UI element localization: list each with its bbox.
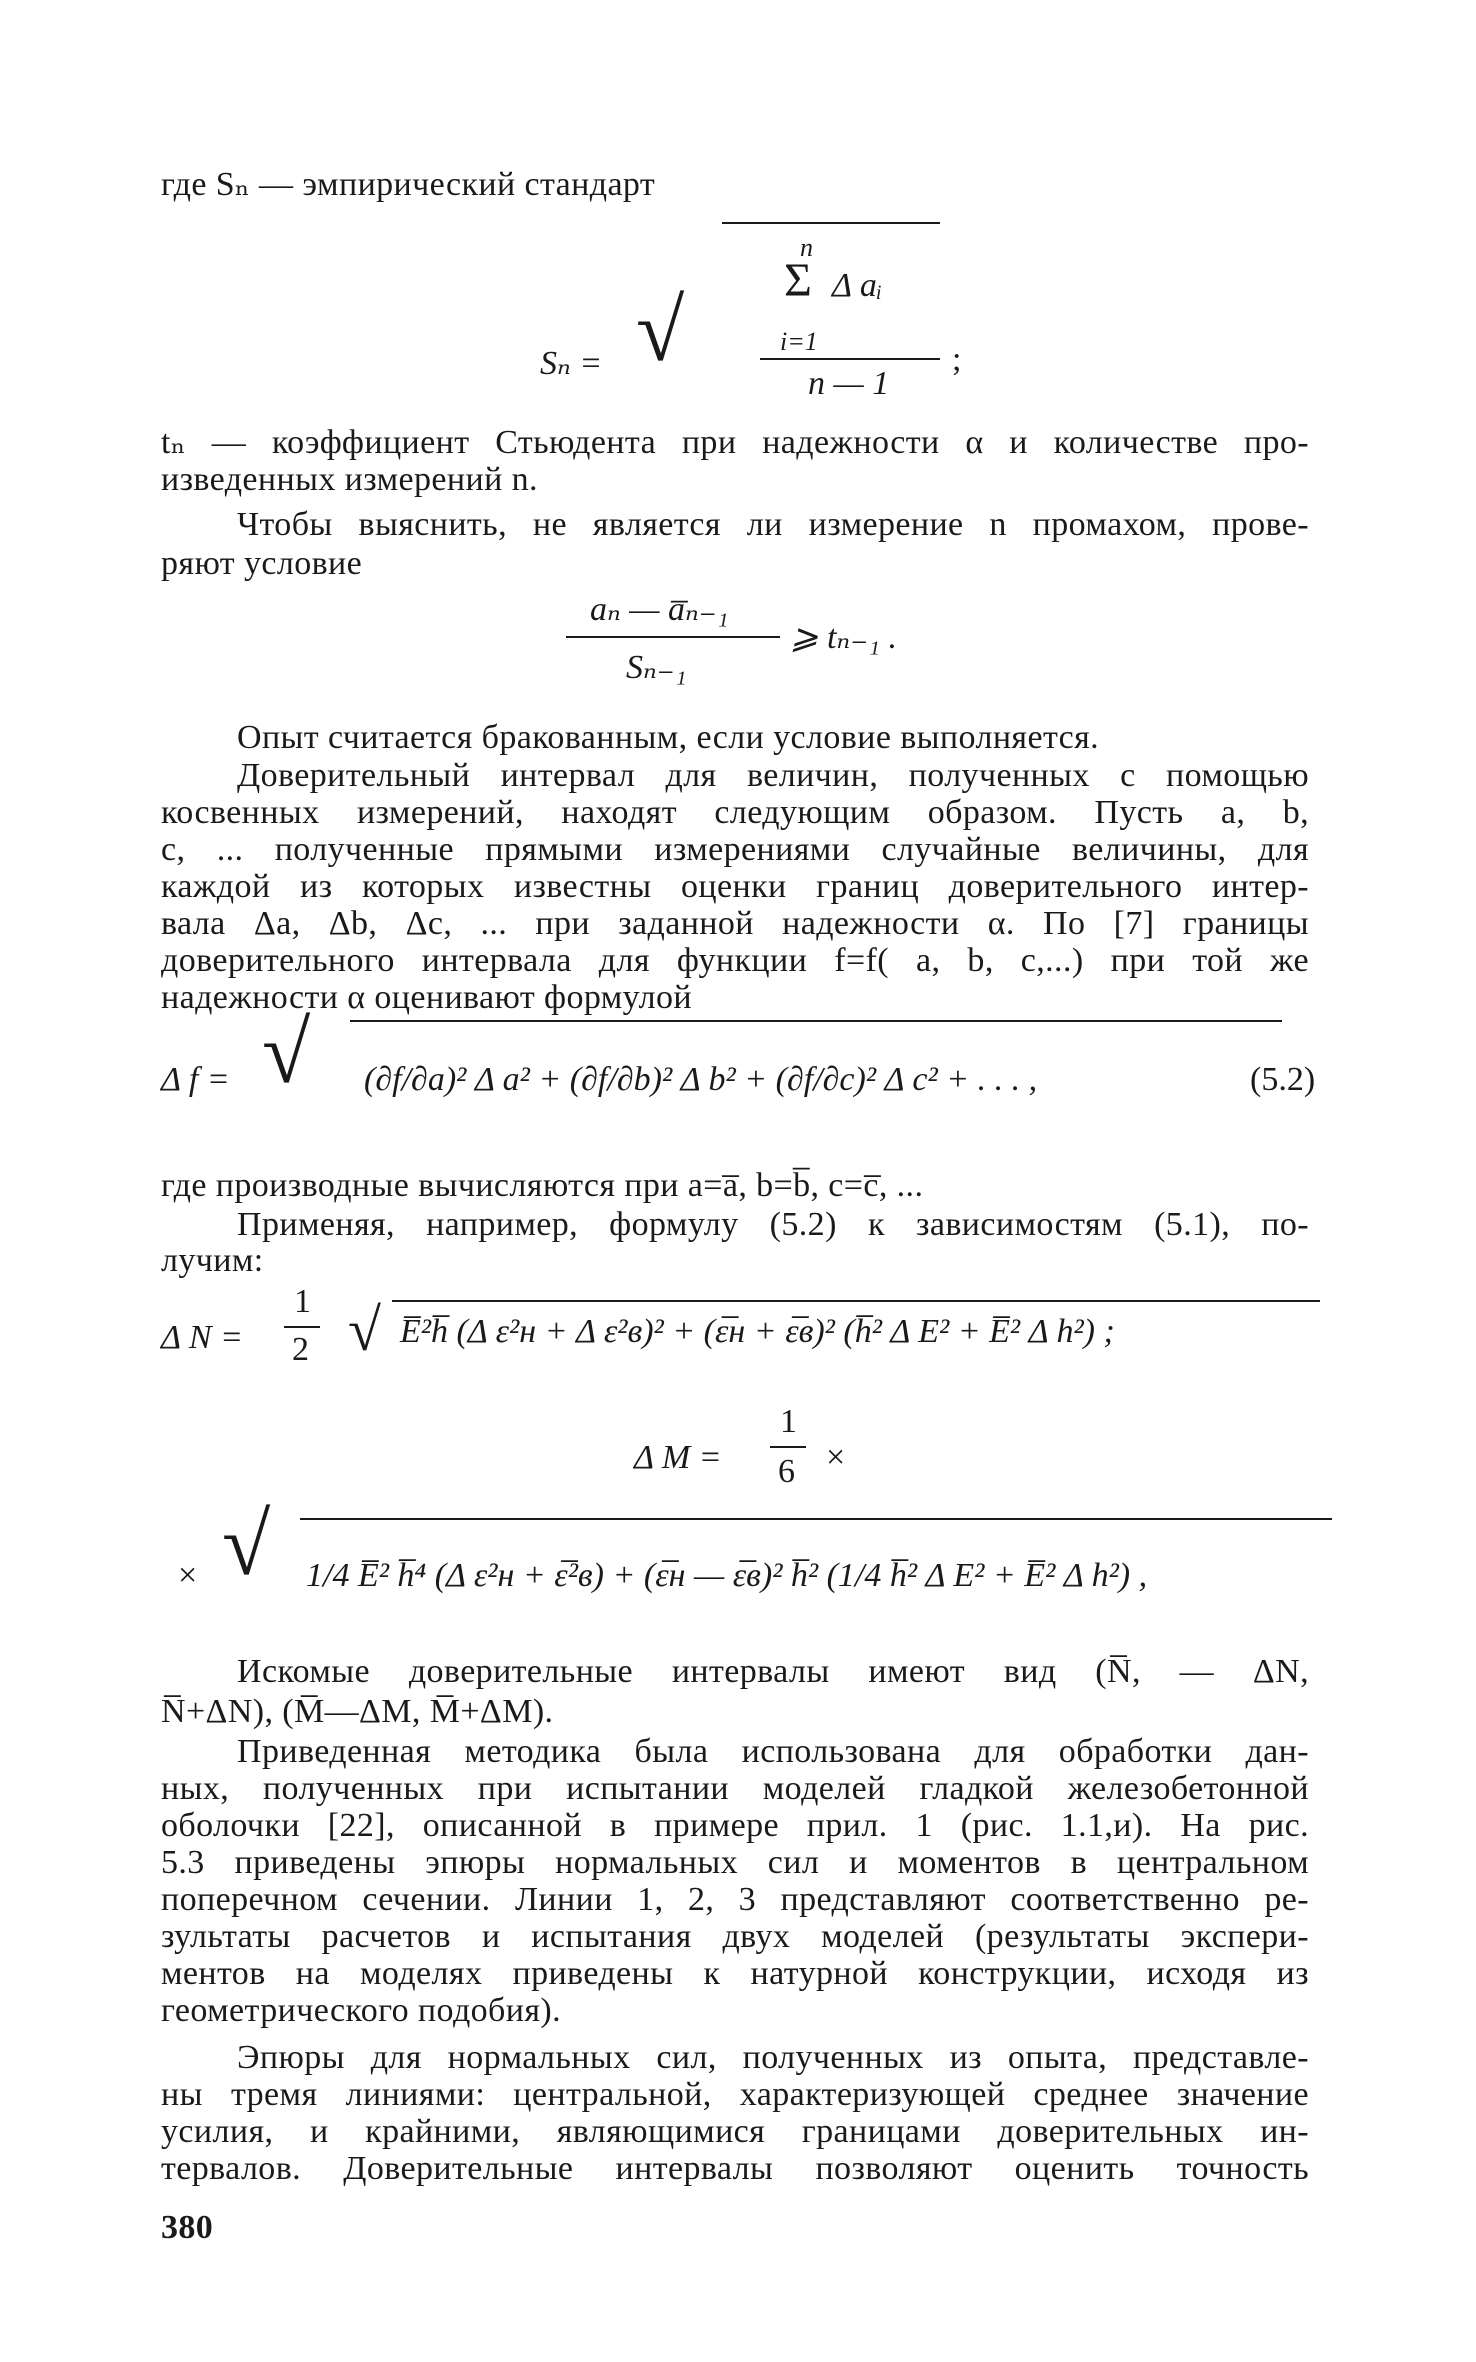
- text-line: ны тремя линиями: центральной, характеризующей среднее значение: [161, 2076, 1309, 2113]
- text-line: N̅+ΔN), (M̅—ΔM, M̅+ΔM).: [161, 1693, 554, 1730]
- page-number: 380: [161, 2209, 214, 2246]
- fraction-bar: [770, 1446, 806, 1448]
- radical-sign: √: [222, 1497, 271, 1594]
- times-sign: ×: [826, 1439, 846, 1476]
- formula-lhs: Δ M =: [634, 1439, 722, 1476]
- condition-denominator: Sₙ₋₁: [626, 649, 687, 686]
- text-line: изведенных измерений n.: [161, 461, 538, 498]
- condition-numerator: aₙ — a̅ₙ₋₁: [590, 591, 729, 628]
- text-line: Опыт считается бракованным, если условие выполняется.: [237, 719, 1100, 756]
- fraction-numerator: 1: [780, 1403, 797, 1440]
- fraction-denominator: n — 1: [808, 365, 890, 402]
- text-line: Эпюры для нормальных сил, полученных из опыта, представле-: [237, 2039, 1309, 2076]
- text-line: геометрического подобия).: [161, 1992, 562, 2029]
- times-sign: ×: [178, 1557, 198, 1594]
- text-line: тервалов. Доверительные интервалы позволяют оценить точность: [161, 2150, 1309, 2187]
- text-line: оболочки [22], описанной в примере прил. 1 (рис. 1.1,и). На рис.: [161, 1807, 1309, 1844]
- radical-bar: [392, 1300, 1320, 1302]
- sum-body: Δ aᵢ: [832, 267, 883, 304]
- radical-bar: [722, 222, 940, 224]
- formula-end: ;: [952, 341, 962, 378]
- text-line: где Sₙ — эмпирический стандарт: [161, 166, 656, 203]
- fraction-denominator: 6: [778, 1453, 795, 1490]
- formula-lhs: Δ N =: [161, 1319, 243, 1356]
- text-line: ментов на моделях приведены к натурной конструкции, исходя из: [161, 1955, 1309, 1992]
- text-line: Применяя, например, формулу (5.2) к зависимостям (5.1), по-: [237, 1206, 1309, 1243]
- fraction-bar: [566, 636, 780, 638]
- text-line: поперечном сечении. Линии 1, 2, 3 представляют соответственно ре-: [161, 1881, 1309, 1918]
- sum-lower-limit: i=1: [780, 327, 818, 356]
- text-line: косвенных измерений, находят следующим образом. Пусть a, b,: [161, 794, 1309, 831]
- text-line: лучим:: [161, 1242, 264, 1279]
- fraction-denominator: 2: [292, 1331, 309, 1368]
- radical-bar: [350, 1020, 1282, 1022]
- radical-sign: √: [262, 1005, 311, 1102]
- text-line: c, ... полученные прямыми измерениями случайные величины, для: [161, 831, 1309, 868]
- text-line: доверительного интервала для функции f=f( a, b, c,...) при той же: [161, 942, 1309, 979]
- text-line: 5.3 приведены эпюры нормальных сил и моментов в центральном: [161, 1844, 1309, 1881]
- text-line: где производные вычисляются при a=a̅, b=b̅, c=c̅, ...: [161, 1167, 924, 1204]
- fraction-numerator: 1: [294, 1283, 311, 1320]
- formula-sn-lhs: Sₙ =: [540, 345, 603, 382]
- text-line: зультаты расчетов и испытания двух моделей (результаты экспери-: [161, 1918, 1309, 1955]
- sum-upper-limit: n: [800, 233, 813, 262]
- equation-label: (5.2): [1250, 1061, 1316, 1098]
- radical-sign: √: [636, 283, 685, 380]
- formula-body: 1/4 E̅² h̅⁴ (Δ ε²н + ε̅²в) + (ε̅н — ε̅в)² h̅² (1/4 h̅² Δ E² + E̅² Δ h²) ,: [306, 1557, 1148, 1594]
- text-line: ряют условие: [161, 545, 363, 582]
- formula-body: (∂f/∂a)² Δ a² + (∂f/∂b)² Δ b² + (∂f/∂c)² Δ c² + . . . ,: [364, 1061, 1038, 1098]
- radical-bar: [300, 1518, 1332, 1520]
- radical-sign: √: [348, 1297, 381, 1363]
- text-line: Чтобы выяснить, не является ли измерение n промахом, прове-: [237, 506, 1309, 543]
- text-line: надежности α оценивают формулой: [161, 979, 692, 1016]
- sum-sign: Σ: [784, 254, 812, 307]
- text-line: усилия, и крайними, являющимися границами доверительных ин-: [161, 2113, 1309, 2150]
- text-line: tₙ — коэффициент Стьюдента при надежности α и количестве про-: [161, 424, 1309, 461]
- fraction-bar: [284, 1326, 320, 1328]
- text-line: вала Δa, Δb, Δc, ... при заданной надежности α. По [7] границы: [161, 905, 1309, 942]
- condition-rhs: ⩾ tₙ₋₁ .: [790, 619, 897, 656]
- text-line: ных, полученных при испытании моделей гладкой железобетонной: [161, 1770, 1309, 1807]
- text-line: Искомые доверительные интервалы имеют вид (N̅, — ΔN,: [237, 1653, 1309, 1690]
- formula-lhs: Δ f =: [161, 1061, 230, 1098]
- text-line: Доверительный интервал для величин, полученных с помощью: [237, 757, 1309, 794]
- text-line: каждой из которых известны оценки границ доверительного интер-: [161, 868, 1309, 905]
- fraction-bar: [760, 358, 940, 360]
- formula-body: E̅²h̅ (Δ ε²н + Δ ε²в)² + (ε̅н + ε̅в)² (h̅² Δ E² + E̅² Δ h²) ;: [400, 1313, 1115, 1350]
- text-line: Приведенная методика была использована для обработки дан-: [237, 1733, 1309, 1770]
